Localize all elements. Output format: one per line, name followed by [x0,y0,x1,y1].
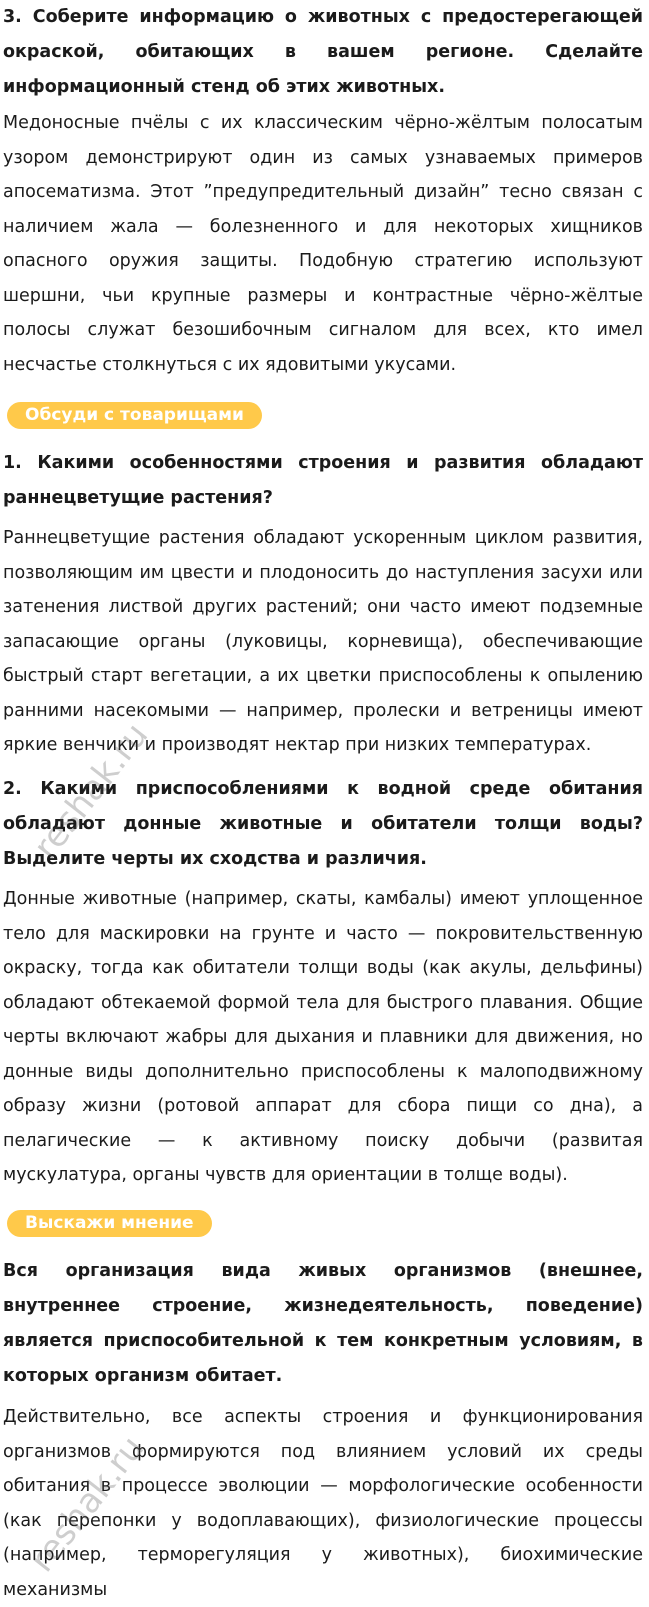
question-3: 3. Соберите информацию о животных с предостерегающей окраской, обитающих в вашем регионе. Сделайте информационный стенд об этих животных. [3,7,643,97]
opinion-badge: Выскажи мнение [7,1210,212,1237]
watermark: reshak.ru [26,715,157,867]
discuss-question-1: 1. Какими особенностями строения и развития обладают раннецветущие растения? [3,453,643,508]
answer-3: Медоносные пчёлы с их классическим чёрно-жёлтым полосатым узором демонстрируют один из самых узнаваемых примеров апосематизма. Этот ”предупредительный дизайн” тесно связан с наличием жала — болезненного и для некоторых хищников опасного оружия защиты. Подобную стратегию используют шершни, чьи крупные размеры и контрастные чёрно-жёлтые полосы служат безошибочным сигналом для всех, кто имел несчастье столкнуться с их ядовитыми укусами. [3,113,643,375]
discuss-answer-1: Раннецветущие растения обладают ускоренным циклом развития, позволяющим им цвести и плодоносить до наступления засухи или затенения листвой других растений; они часто имеют подземные запасающие органы (луковицы, корневища), обеспечивающие быстрый старт вегетации, а их цветки приспособлены к опылению ранними насекомыми — например, пролески и ветреницы имеют яркие венчики и производят нектар при низких температурах. [3,528,643,755]
opinion-statement: Вся организация вида живых организмов (внешнее, внутреннее строение, жизнедеятельность, поведение) является приспособительной к тем конкретным условиям, в которых организм обитает. [3,1261,643,1386]
opinion-answer: Действительно, все аспекты строения и функционирования организмов формируются под влиянием условий их среды обитания в процессе эволюции — морфологические особенности (как перепонки у водоплавающих), физиологические процессы (например, терморегуляция у животных), биохимические механизмы [3,1407,643,1600]
discuss-answer-2: Донные животные (например, скаты, камбалы) имеют уплощенное тело для маскировки на грунте и часто — покровительственную окраску, тогда как обитатели толщи воды (как акулы, дельфины) обладают обтекаемой формой тела для быстрого плавания. Общие черты включают жабры для дыхания и плавники для движения, но донные виды дополнительно приспособлены к малоподвижному образу жизни (ротовой аппарат для сбора пищи со дна), а пелагические — к активному поиску добычи (развитая мускулатура, органы чувств для ориентации в толще воды). [3,889,643,1185]
watermark: reshak.ru [22,1428,153,1580]
discuss-question-2: 2. Какими приспособлениями к водной среде обитания обладают донные животные и обитатели толщи воды? Выделите черты их сходства и различия. [3,779,643,869]
discuss-badge: Обсуди с товарищами [7,402,262,429]
